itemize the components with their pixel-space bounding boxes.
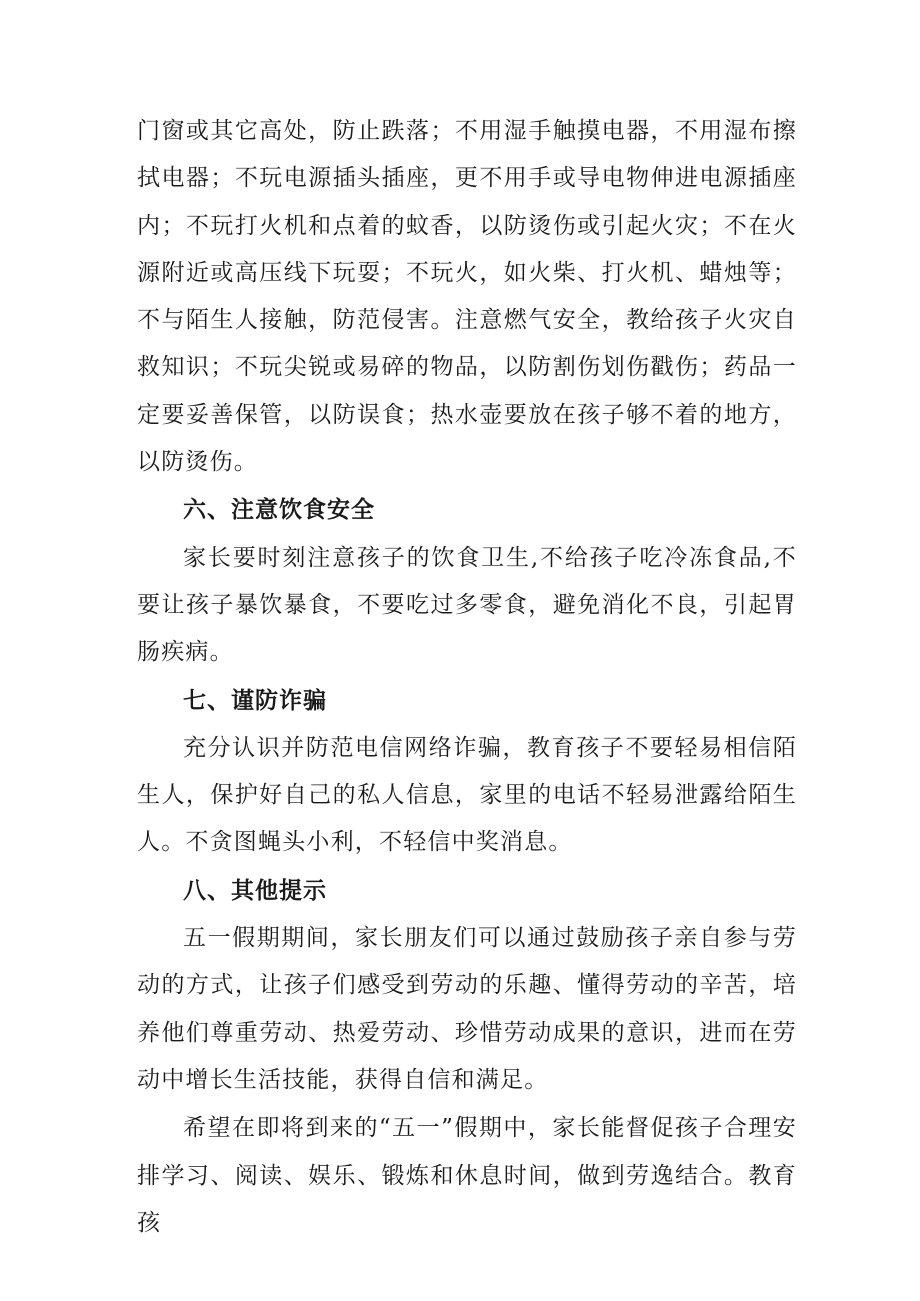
closing-paragraph: 希望在即将到来的“五一”假期中，家长能督促孩子合理安排学习、阅读、娱乐、锻炼和休息时间，做到劳逸结合。教育孩: [137, 1115, 797, 1236]
food-safety-paragraph: 家长要时刻注意孩子的饮食卫生,不给孩子吃冷冻食品,不要让孩子暴饮暴食，不要吃过多零食，避免消化不良，引起胃肠疾病。: [137, 544, 797, 666]
section-heading-fraud-prevention: 七、谨防诈骗: [183, 687, 327, 714]
section-heading-other-tips: 八、其他提示: [183, 877, 327, 904]
document-body: [137, 108, 797, 1247]
section-heading-food-safety: 六、注意饮食安全: [183, 497, 375, 524]
other-tips-paragraph: 五一假期期间，家长朋友们可以通过鼓励孩子亲自参与劳动的方式，让孩子们感受到劳动的乐趣、懂得劳动的辛苦，培养他们尊重劳动、热爱劳动、珍惜劳动成果的意识，进而在劳动中增长生活技能，获得自信和满足。: [137, 925, 797, 1093]
safety-tips-paragraph: 门窗或其它高处，防止跌落；不用湿手触摸电器，不用湿布擦拭电器；不玩电源插头插座，更不用手或导电物伸进电源插座内；不玩打火机和点着的蚊香，以防烫伤或引起火灾；不在火源附近或高压线下玩耍；不玩火，如火柴、打火机、蜡烛等；不与陌生人接触，防范侵害。注意燃气安全，教给孩子火灾自救知识；不玩尖锐或易碎的物品，以防割伤划伤戳伤；药品一定要妥善保管，以防误食；热水壶要放在孩子够不着的地方，以防烫伤。: [137, 118, 797, 476]
fraud-prevention-paragraph: 充分认识并防范电信网络诈骗，教育孩子不要轻易相信陌生人，保护好自己的私人信息，家里的电话不轻易泄露给陌生人。不贪图蝇头小利，不轻信中奖消息。: [137, 734, 797, 856]
